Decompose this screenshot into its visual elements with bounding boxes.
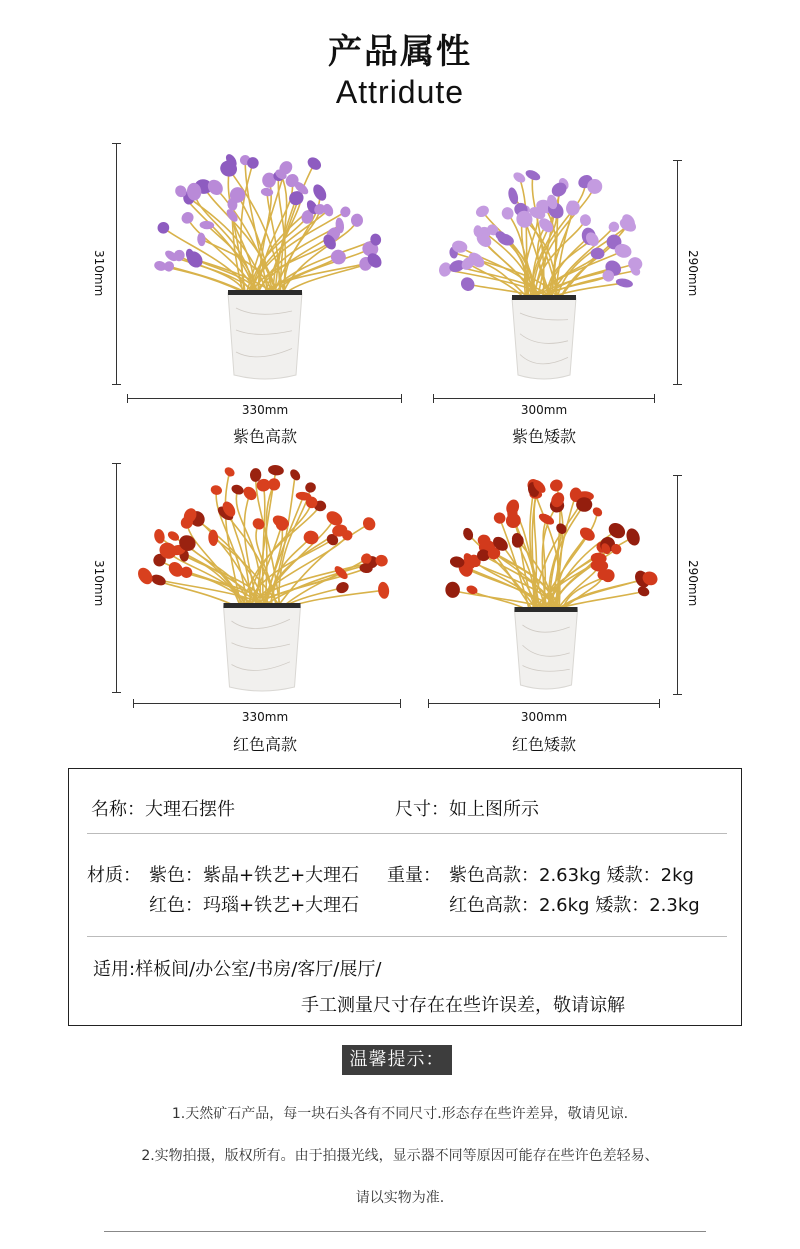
tips-badge: 温馨提示： <box>342 1045 452 1075</box>
gem-stone <box>492 510 508 525</box>
height-dimension-line <box>116 463 117 693</box>
gem-stone <box>636 585 651 598</box>
spec-size: 尺寸：如上图所示 <box>395 799 539 820</box>
gem-stone <box>624 527 642 548</box>
spec-weight-purple: 紫色高款：2.63kg 矮款：2kg <box>449 865 694 886</box>
spec-name: 名称：大理石摆件 <box>91 799 235 820</box>
gem-stone <box>197 232 206 246</box>
spec-divider <box>87 833 727 834</box>
gem-stone <box>474 203 491 219</box>
width-label: 330mm <box>241 710 289 724</box>
gem-stone <box>230 483 245 496</box>
vase-rim <box>228 290 302 295</box>
bouquet-illustration <box>428 155 660 385</box>
spec-material-purple: 紫色：紫晶+铁艺+大理石 <box>149 865 360 886</box>
gem-stone <box>210 484 224 496</box>
bouquet-illustration <box>130 140 400 385</box>
gem-stone <box>268 464 285 476</box>
spec-weight-red: 红色高款：2.6kg 矮款：2.3kg <box>449 895 700 916</box>
gem-stone <box>590 247 604 259</box>
width-dimension-line <box>433 398 655 399</box>
product-name: 红色高款 <box>232 735 297 754</box>
width-dimension-line <box>428 703 660 704</box>
height-label: 290mm <box>686 560 700 607</box>
spec-usage: 适用:样板间/办公室/书房/客厅/展厅/ <box>93 959 382 980</box>
width-label: 330mm <box>241 403 289 417</box>
height-dimension-line <box>116 143 117 385</box>
gem-stone <box>334 580 350 595</box>
gem-stone <box>500 205 515 221</box>
gem-stone <box>511 170 527 185</box>
gem-stone <box>615 277 634 289</box>
gem-stone <box>445 581 460 598</box>
height-label: 310mm <box>92 250 106 297</box>
height-dimension-line <box>677 160 678 385</box>
gem-stone <box>305 155 323 173</box>
spec-weight-label: 重量： <box>387 865 441 886</box>
product-image-purple-tall <box>130 140 400 385</box>
marble-vase <box>515 610 578 689</box>
height-label: 310mm <box>92 560 106 607</box>
spec-material-label: 材质： <box>87 865 141 886</box>
gem-stone <box>578 213 592 228</box>
gem-stone <box>311 182 329 203</box>
height-dimension-line <box>677 475 678 695</box>
spec-divider <box>87 936 727 937</box>
page-subtitle: Attridute <box>335 74 465 110</box>
gem-stone <box>351 213 364 227</box>
gem-stone <box>162 259 176 273</box>
spec-table <box>68 768 742 1026</box>
gem-stone <box>304 481 317 494</box>
gem-stone <box>591 505 604 518</box>
vase-rim <box>224 603 301 608</box>
gem-stone <box>339 205 352 219</box>
gem-stone <box>503 510 524 531</box>
gem-stone <box>548 478 564 493</box>
page-title: 产品属性 <box>328 32 472 72</box>
bottom-divider <box>104 1231 706 1232</box>
vase-rim <box>515 607 578 612</box>
marble-vase <box>512 298 576 379</box>
gem-stone <box>361 515 378 533</box>
tip-line-2: 2.实物拍摄，版权所有。由于拍摄光线，显示器不同等原因可能存在些许色差轻易、 <box>141 1148 659 1164</box>
width-dimension-line <box>133 703 401 704</box>
bouquet-illustration <box>122 455 402 697</box>
product-name: 紫色矮款 <box>511 427 576 446</box>
gem-stone <box>153 528 166 544</box>
product-name: 紫色高款 <box>232 427 297 446</box>
gem-stone <box>179 210 196 226</box>
bouquet-illustration <box>432 470 660 695</box>
vase-rim <box>512 295 576 300</box>
spec-note: 手工测量尺寸存在在些许误差，敬请谅解 <box>301 995 625 1016</box>
gem-stone <box>377 581 390 599</box>
product-image-purple-short <box>428 155 660 385</box>
height-label: 290mm <box>686 250 700 297</box>
width-dimension-line <box>127 398 402 399</box>
width-label: 300mm <box>520 403 568 417</box>
gem-stone <box>223 465 237 478</box>
tip-line-1: 1.天然矿石产品，每一块石头各有不同尺寸.形态存在些许差异，敬请见谅. <box>171 1106 629 1122</box>
gem-stone <box>199 221 214 230</box>
gem-stone <box>577 525 597 544</box>
width-label: 300mm <box>520 710 568 724</box>
product-name: 红色矮款 <box>511 735 576 754</box>
gem-stone <box>458 275 477 294</box>
gem-stone <box>328 247 349 267</box>
spec-material-red: 红色：玛瑙+铁艺+大理石 <box>149 895 360 916</box>
product-image-red-short <box>432 470 660 695</box>
product-image-red-tall <box>122 455 402 697</box>
marble-vase <box>228 293 302 379</box>
tip-line-3: 请以实物为准. <box>355 1190 445 1206</box>
gem-stone <box>155 220 171 236</box>
gem-stone <box>268 478 280 490</box>
